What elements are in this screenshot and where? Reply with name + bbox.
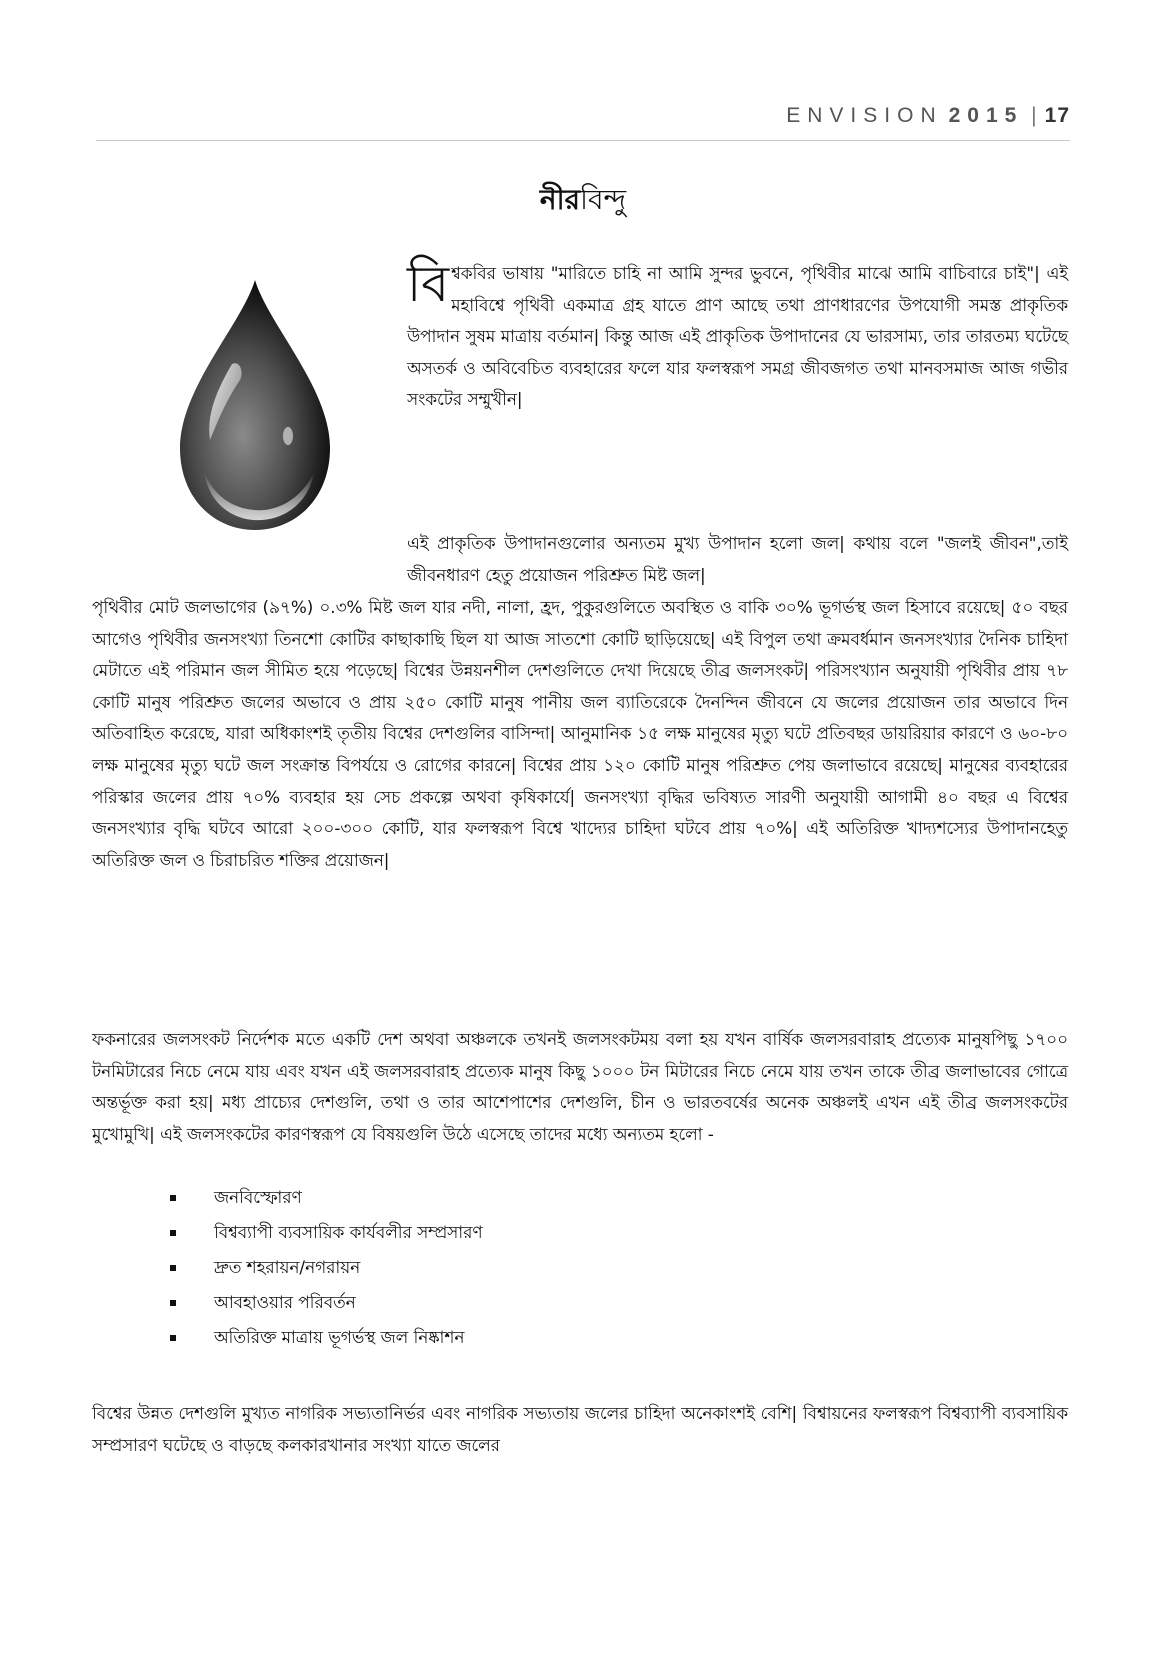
publication-year: 2015 [948,104,1024,127]
article-title [0,178,1166,225]
water-crisis-paragraph: ফকনারের জলসংকট নির্দেশক মতে একটি দেশ অথবা অঞ্চলকে তখনই জলসংকটময় বলা হয় যখন বার্ষিক জলসরবারাহ প্রত্যেক মানুষপিছু ১৭০০ টনমিটারের নিচে নেমে যায় এবং যখন এই জলসরবারাহ প্রত্যেক মানুষ কিছু ১০০০ টন মিটারের নিচে নেমে যায় তখন তাকে তীব্র জলাভাবের গোত্রে অন্তর্ভূক্ত করা হয়| মধ্য প্রাচ্যের দেশগুলি, তথা ও তার আশেপাশের দেশগুলি, চীন ও ভারতবর্ষের অনেক অঞ্চলই এখন এই তীব্র জলসংকটের মুখোমুখি| এই জলসংকটের কারণস্বরূপ যে বিষয়গুলি উঠে এসেছে তাদের মধ্যে অন্যতম হলো - [92,1029,1068,1144]
title-rest-part: বিন্দু [580,183,627,216]
list-item: বিশ্বব্যাপী ব্যবসায়িক কার্যবলীর সম্প্রসারণ [170,1215,483,1250]
crisis-causes-list [170,1180,483,1355]
list-item: অতিরিক্ত মাত্রায় ভূগর্ভস্থ জল নিষ্কাশন [170,1320,483,1355]
page-header [96,98,1070,141]
publication-name: ENVISION [786,104,943,127]
intro-paragraph-text: শ্বকবির ভাষায় "মারিতে চাহি না আমি সুন্দর ভুবনে, পৃথিবীর মাঝে আমি বাচিবারে চাই"| এই মহাবিশ্বে পৃথিবী একমাত্র গ্রহ যাতে প্রাণ আছে তথা প্রাণধারণের উপযোগী সমস্ত প্রাকৃতিক উপাদান সুষম মাত্রায় বর্তমান| কিন্তু আজ এই প্রাকৃতিক উপাদানের যে ভারসাম্য, তার তারতম্য ঘটেছে অসতর্ক ও অবিবেচিত ব্যবহারের ফলে যার ফলস্বরূপ সমগ্র জীবজগত তথা মানবসমাজ আজ গভীর সংকটের সম্মুখীন| [407,263,1068,410]
water-drop-icon [170,276,340,536]
header-separator: | [1031,104,1037,127]
developed-countries-paragraph: বিশ্বের উন্নত দেশগুলি মুখ্যত নাগরিক সভ্যতানির্ভর এবং নাগরিক সভ্যতায় জলের চাহিদা অনেকাংশই বেশি| বিশ্বায়নের ফলস্বরূপ বিশ্বব্যাপী ব্যবসায়িক সম্প্রসারণ ঘটেছে ও বাড়ছে কলকারখানার সংখ্যা যাতে জলের [92,1403,1068,1455]
water-paragraph-start: এই প্রাকৃতিক উপাদানগুলোর অন্যতম মুখ্য উপাদান হলো জল| কথায় বলে "জলই জীবন",তাই জীবনধারণ হেতু প্রয়োজন পরিশ্রুত মিষ্ট জল| [407,533,1068,585]
intro-paragraph [407,255,1068,416]
header-text [786,104,1070,128]
list-item: জনবিস্ফোরণ [170,1180,483,1215]
water-statistics-paragraph: পৃথিবীর মোট জলভাগের (৯৭%) ০.৩% মিষ্ট জল যার নদী, নালা, হ্রদ, পুকুরগুলিতে অবস্থিত ও বাকি ৩০% ভূগর্ভস্থ জল হিসাবে রয়েছে| ৫০ বছর আগেও পৃথিবীর জনসংখ্যা তিনশো কোটির কাছাকাছি ছিল যা আজ সাতশো কোটি ছাড়িয়েছে| এই বিপুল তথা ক্রমবর্ধমান জনসংখ্যার দৈনিক চাহিদা মেটাতে এই পরিমান জল সীমিত হয়ে পড়েছে| বিশ্বের উন্নয়নশীল দেশগুলিতে দেখা দিয়েছে তীব্র জলসংকট| পরিসংখ্যান অনুযায়ী পৃথিবীর প্রায় ৭৮ কোটি মানুষ পরিশ্রুত জলের অভাবে ও প্রায় ২৫০ কোটি মানুষ পানীয় জল ব্যাতিরেকে দৈনন্দিন জীবনে যে জলের প্রয়োজন তার অভাবে দিন অতিবাহিত করেছে, যারা অধিকাংশই তৃতীয় বিশ্বের দেশগুলির বাসিন্দা| আনুমানিক ১৫ লক্ষ মানুষের মৃত্যু ঘটে প্রতিবছর ডায়রিয়ার কারণে ও ৬০-৮০ লক্ষ মানুষের মৃত্যু ঘটে জল সংক্রান্ত বিপর্যয়ে ও রোগের কারনে| বিশ্বের প্রায় ১২০ কোটি মানুষ পরিশ্রুত পেয় জলাভাবে রয়েছে| মানুষের ব্যবহারের পরিস্কার জলের প্রায় ৭০% ব্যবহার হয় সেচ প্রকল্পে অথবা কৃষিকার্যে| জনসংখ্যা বৃদ্ধির ভবিষ্যত সারণী অনুযায়ী আগামী ৪০ বছর এ বিশ্বের জনসংখ্যার বৃদ্ধি ঘটবে আরো ২০০-৩০০ কোটি, যার ফলস্বরূপ বিশ্বে খাদ্যের চাহিদা ঘটবে প্রায় ৭০%| এই অতিরিক্ত খাদ্যশস্যের উপাদানহেতু অতিরিক্ত জল ও চিরাচরিত শক্তির প্রয়োজন| [92,597,1068,870]
list-item: দ্রুত শহরায়ন/নগরায়ন [170,1250,483,1285]
list-item: আবহাওয়ার পরিবর্তন [170,1285,483,1320]
drop-cap: বি [407,255,450,313]
title-bold-part: নীর [539,183,581,216]
page-number: 17 [1044,104,1070,127]
